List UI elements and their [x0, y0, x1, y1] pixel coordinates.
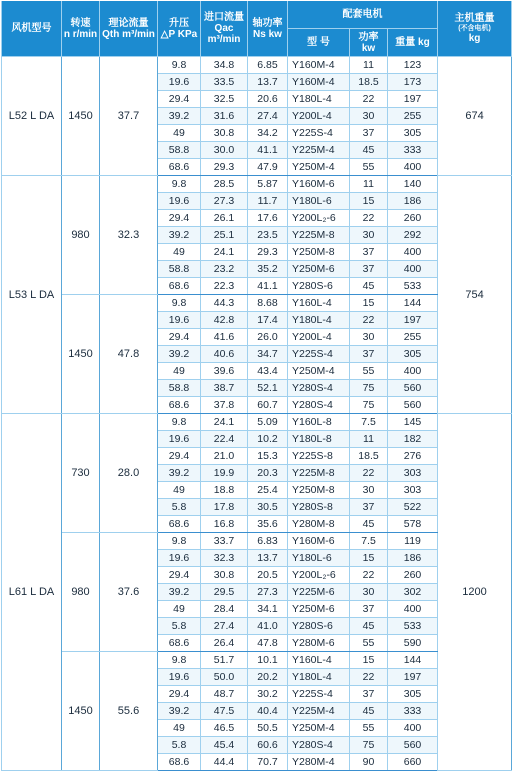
motor-power-cell: 18.5 [350, 74, 388, 91]
motor-weight-cell: 186 [388, 193, 438, 210]
pressure-cell: 39.2 [158, 584, 201, 601]
motor-type-cell: Y200L₂-6 [288, 567, 350, 584]
motor-power-cell: 30 [350, 329, 388, 346]
shaft-power-cell: 50.5 [248, 720, 288, 737]
shaft-power-cell: 41.1 [248, 278, 288, 295]
pressure-cell: 19.6 [158, 431, 201, 448]
motor-weight-cell: 292 [388, 227, 438, 244]
inlet-flow-cell: 19.9 [201, 465, 248, 482]
pressure-cell: 9.8 [158, 176, 201, 193]
inlet-flow-cell: 46.5 [201, 720, 248, 737]
pressure-cell: 49 [158, 720, 201, 737]
inlet-flow-cell: 38.7 [201, 380, 248, 397]
inlet-flow-cell: 39.6 [201, 363, 248, 380]
motor-type-cell: Y225M-8 [288, 465, 350, 482]
motor-type-cell: Y280M-6 [288, 635, 350, 652]
inlet-flow-cell: 17.8 [201, 499, 248, 516]
motor-power-cell: 15 [350, 295, 388, 312]
motor-power-cell: 11 [350, 176, 388, 193]
motor-type-cell: Y250M-6 [288, 261, 350, 278]
pressure-cell: 29.4 [158, 567, 201, 584]
main-weight-cell: 754 [438, 176, 512, 414]
motor-power-cell: 37 [350, 244, 388, 261]
theory-flow-cell: 47.8 [100, 295, 158, 414]
motor-type-cell: Y225S-8 [288, 448, 350, 465]
motor-type-cell: Y180L-8 [288, 431, 350, 448]
motor-power-cell: 30 [350, 584, 388, 601]
motor-type-cell: Y250M-8 [288, 482, 350, 499]
motor-type-cell: Y225M-8 [288, 227, 350, 244]
pressure-cell: 9.8 [158, 533, 201, 550]
motor-type-cell: Y250M-6 [288, 601, 350, 618]
pressure-cell: 49 [158, 125, 201, 142]
motor-weight-cell: 197 [388, 91, 438, 108]
motor-power-cell: 55 [350, 720, 388, 737]
pressure-cell: 19.6 [158, 669, 201, 686]
motor-type-cell: Y280S-6 [288, 618, 350, 635]
spec-table-body [2, 57, 512, 771]
motor-weight-cell: 186 [388, 550, 438, 567]
inlet-flow-cell: 25.1 [201, 227, 248, 244]
inlet-flow-cell: 16.8 [201, 516, 248, 533]
pressure-cell: 5.8 [158, 618, 201, 635]
shaft-power-cell: 10.1 [248, 652, 288, 669]
motor-type-cell: Y280S-4 [288, 380, 350, 397]
inlet-flow-cell: 27.4 [201, 618, 248, 635]
pressure-cell: 58.8 [158, 261, 201, 278]
shaft-power-cell: 29.3 [248, 244, 288, 261]
inlet-flow-cell: 40.6 [201, 346, 248, 363]
motor-power-cell: 15 [350, 652, 388, 669]
motor-type-cell: Y180L-4 [288, 312, 350, 329]
motor-power-cell: 22 [350, 669, 388, 686]
header-inlet-flow: 进口流量 Qac m³/min [201, 1, 248, 57]
fan-model-cell: L53 L DA [2, 176, 62, 414]
motor-weight-cell: 255 [388, 329, 438, 346]
motor-power-cell: 11 [350, 431, 388, 448]
motor-power-cell: 22 [350, 210, 388, 227]
pressure-cell: 19.6 [158, 193, 201, 210]
fan-spec-table [1, 1, 512, 771]
motor-weight-cell: 303 [388, 465, 438, 482]
motor-power-cell: 30 [350, 482, 388, 499]
pressure-cell: 9.8 [158, 57, 201, 74]
pressure-cell: 68.6 [158, 635, 201, 652]
shaft-power-cell: 13.7 [248, 74, 288, 91]
table-row [2, 533, 512, 550]
motor-power-cell: 18.5 [350, 448, 388, 465]
motor-power-cell: 45 [350, 516, 388, 533]
motor-power-cell: 37 [350, 601, 388, 618]
motor-type-cell: Y225M-6 [288, 584, 350, 601]
motor-type-cell: Y280S-6 [288, 278, 350, 295]
motor-power-cell: 45 [350, 618, 388, 635]
motor-power-cell: 22 [350, 312, 388, 329]
shaft-power-cell: 23.5 [248, 227, 288, 244]
inlet-flow-cell: 33.7 [201, 533, 248, 550]
shaft-power-cell: 34.1 [248, 601, 288, 618]
theory-flow-cell: 37.6 [100, 533, 158, 652]
shaft-power-cell: 60.7 [248, 397, 288, 414]
inlet-flow-cell: 27.3 [201, 193, 248, 210]
motor-power-cell: 45 [350, 278, 388, 295]
motor-weight-cell: 522 [388, 499, 438, 516]
shaft-power-cell: 35.6 [248, 516, 288, 533]
main-weight-cell: 1200 [438, 414, 512, 771]
shaft-power-cell: 52.1 [248, 380, 288, 397]
shaft-power-cell: 25.4 [248, 482, 288, 499]
inlet-flow-cell: 26.4 [201, 635, 248, 652]
motor-type-cell: Y280M-4 [288, 754, 350, 771]
shaft-power-cell: 5.09 [248, 414, 288, 431]
shaft-power-cell: 27.3 [248, 584, 288, 601]
inlet-flow-cell: 30.8 [201, 567, 248, 584]
pressure-cell: 29.4 [158, 91, 201, 108]
pressure-cell: 29.4 [158, 448, 201, 465]
motor-power-cell: 7.5 [350, 414, 388, 431]
pressure-cell: 58.8 [158, 142, 201, 159]
motor-power-cell: 75 [350, 397, 388, 414]
motor-weight-cell: 255 [388, 108, 438, 125]
header-fan-model: 风机型号 [2, 1, 62, 57]
shaft-power-cell: 11.7 [248, 193, 288, 210]
inlet-flow-cell: 51.7 [201, 652, 248, 669]
pressure-cell: 49 [158, 244, 201, 261]
motor-weight-cell: 333 [388, 703, 438, 720]
motor-weight-cell: 173 [388, 74, 438, 91]
motor-weight-cell: 302 [388, 584, 438, 601]
inlet-flow-cell: 34.8 [201, 57, 248, 74]
shaft-power-cell: 70.7 [248, 754, 288, 771]
motor-type-cell: Y225M-4 [288, 703, 350, 720]
motor-weight-cell: 533 [388, 278, 438, 295]
shaft-power-cell: 26.0 [248, 329, 288, 346]
shaft-power-cell: 30.5 [248, 499, 288, 516]
speed-cell: 1450 [62, 57, 100, 176]
shaft-power-cell: 30.2 [248, 686, 288, 703]
motor-weight-cell: 400 [388, 261, 438, 278]
motor-weight-cell: 560 [388, 380, 438, 397]
theory-flow-cell: 28.0 [100, 414, 158, 533]
table-row [2, 176, 512, 193]
motor-power-cell: 22 [350, 91, 388, 108]
table-row [2, 295, 512, 312]
header-motor-type: 型 号 [288, 29, 350, 57]
motor-type-cell: Y250M-4 [288, 363, 350, 380]
motor-type-cell: Y160M-4 [288, 74, 350, 91]
inlet-flow-cell: 33.5 [201, 74, 248, 91]
inlet-flow-cell: 26.1 [201, 210, 248, 227]
motor-weight-cell: 400 [388, 601, 438, 618]
shaft-power-cell: 20.5 [248, 567, 288, 584]
motor-type-cell: Y225S-4 [288, 686, 350, 703]
motor-power-cell: 22 [350, 465, 388, 482]
motor-weight-cell: 400 [388, 363, 438, 380]
motor-weight-cell: 140 [388, 176, 438, 193]
motor-weight-cell: 400 [388, 159, 438, 176]
shaft-power-cell: 41.1 [248, 142, 288, 159]
motor-power-cell: 45 [350, 703, 388, 720]
inlet-flow-cell: 37.8 [201, 397, 248, 414]
pressure-cell: 39.2 [158, 465, 201, 482]
motor-power-cell: 75 [350, 380, 388, 397]
motor-type-cell: Y160L-8 [288, 414, 350, 431]
shaft-power-cell: 41.0 [248, 618, 288, 635]
motor-weight-cell: 305 [388, 346, 438, 363]
pressure-cell: 49 [158, 363, 201, 380]
speed-cell: 980 [62, 176, 100, 295]
motor-power-cell: 7.5 [350, 533, 388, 550]
inlet-flow-cell: 42.8 [201, 312, 248, 329]
motor-weight-cell: 305 [388, 686, 438, 703]
pressure-cell: 19.6 [158, 312, 201, 329]
motor-weight-cell: 303 [388, 482, 438, 499]
motor-type-cell: Y280S-4 [288, 737, 350, 754]
motor-type-cell: Y280S-4 [288, 397, 350, 414]
header-pressure: 升压 △P KPa [158, 1, 201, 57]
header-speed: 转速 n r/min [62, 1, 100, 57]
motor-power-cell: 90 [350, 754, 388, 771]
motor-power-cell: 37 [350, 125, 388, 142]
inlet-flow-cell: 28.4 [201, 601, 248, 618]
motor-type-cell: Y225M-4 [288, 142, 350, 159]
theory-flow-cell: 32.3 [100, 176, 158, 295]
motor-weight-cell: 145 [388, 414, 438, 431]
motor-type-cell: Y200L-4 [288, 329, 350, 346]
table-row [2, 652, 512, 669]
inlet-flow-cell: 31.6 [201, 108, 248, 125]
shaft-power-cell: 60.6 [248, 737, 288, 754]
table-row [2, 57, 512, 74]
motor-power-cell: 37 [350, 346, 388, 363]
motor-weight-cell: 305 [388, 125, 438, 142]
inlet-flow-cell: 21.0 [201, 448, 248, 465]
pressure-cell: 9.8 [158, 414, 201, 431]
shaft-power-cell: 17.6 [248, 210, 288, 227]
shaft-power-cell: 35.2 [248, 261, 288, 278]
inlet-flow-cell: 30.8 [201, 125, 248, 142]
header-motor-weight: 重量 kg [388, 29, 438, 57]
theory-flow-cell: 37.7 [100, 57, 158, 176]
motor-weight-cell: 276 [388, 448, 438, 465]
inlet-flow-cell: 41.6 [201, 329, 248, 346]
motor-type-cell: Y160L-4 [288, 295, 350, 312]
motor-power-cell: 45 [350, 142, 388, 159]
pressure-cell: 5.8 [158, 737, 201, 754]
pressure-cell: 19.6 [158, 550, 201, 567]
pressure-cell: 29.4 [158, 210, 201, 227]
inlet-flow-cell: 32.3 [201, 550, 248, 567]
motor-power-cell: 30 [350, 108, 388, 125]
inlet-flow-cell: 30.0 [201, 142, 248, 159]
main-weight-cell: 674 [438, 57, 512, 176]
motor-weight-cell: 182 [388, 431, 438, 448]
motor-type-cell: Y250M-4 [288, 159, 350, 176]
shaft-power-cell: 34.7 [248, 346, 288, 363]
header-main-weight: 主机重量 (不含电机) kg [438, 1, 512, 57]
motor-weight-cell: 333 [388, 142, 438, 159]
shaft-power-cell: 47.8 [248, 635, 288, 652]
motor-type-cell: Y200L-4 [288, 108, 350, 125]
pressure-cell: 68.6 [158, 278, 201, 295]
motor-weight-cell: 197 [388, 312, 438, 329]
pressure-cell: 29.4 [158, 686, 201, 703]
shaft-power-cell: 10.2 [248, 431, 288, 448]
motor-weight-cell: 260 [388, 210, 438, 227]
inlet-flow-cell: 29.3 [201, 159, 248, 176]
theory-flow-cell: 55.6 [100, 652, 158, 771]
pressure-cell: 39.2 [158, 108, 201, 125]
motor-weight-cell: 123 [388, 57, 438, 74]
motor-weight-cell: 144 [388, 295, 438, 312]
pressure-cell: 9.8 [158, 652, 201, 669]
header-motor: 配套电机 [288, 1, 438, 29]
motor-power-cell: 11 [350, 57, 388, 74]
motor-power-cell: 30 [350, 227, 388, 244]
inlet-flow-cell: 24.1 [201, 244, 248, 261]
shaft-power-cell: 34.2 [248, 125, 288, 142]
motor-weight-cell: 119 [388, 533, 438, 550]
motor-power-cell: 75 [350, 737, 388, 754]
fan-model-cell: L52 L DA [2, 57, 62, 176]
shaft-power-cell: 17.4 [248, 312, 288, 329]
inlet-flow-cell: 44.3 [201, 295, 248, 312]
fan-model-cell: L61 L DA [2, 414, 62, 771]
inlet-flow-cell: 45.4 [201, 737, 248, 754]
motor-weight-cell: 260 [388, 567, 438, 584]
shaft-power-cell: 13.7 [248, 550, 288, 567]
inlet-flow-cell: 44.4 [201, 754, 248, 771]
inlet-flow-cell: 48.7 [201, 686, 248, 703]
inlet-flow-cell: 23.2 [201, 261, 248, 278]
motor-power-cell: 22 [350, 567, 388, 584]
motor-type-cell: Y160M-4 [288, 57, 350, 74]
header-theory-flow: 理论流量 Qth m³/min [100, 1, 158, 57]
pressure-cell: 39.2 [158, 346, 201, 363]
motor-type-cell: Y225S-4 [288, 346, 350, 363]
shaft-power-cell: 8.68 [248, 295, 288, 312]
motor-power-cell: 55 [350, 363, 388, 380]
inlet-flow-cell: 18.8 [201, 482, 248, 499]
header-motor-power: 功率 kw [350, 29, 388, 57]
motor-weight-cell: 144 [388, 652, 438, 669]
pressure-cell: 68.6 [158, 516, 201, 533]
shaft-power-cell: 15.3 [248, 448, 288, 465]
motor-weight-cell: 533 [388, 618, 438, 635]
motor-weight-cell: 660 [388, 754, 438, 771]
inlet-flow-cell: 22.4 [201, 431, 248, 448]
motor-type-cell: Y160M-6 [288, 533, 350, 550]
header-shaft-power: 轴功率 Ns kw [248, 1, 288, 57]
shaft-power-cell: 5.87 [248, 176, 288, 193]
motor-type-cell: Y180L-6 [288, 550, 350, 567]
pressure-cell: 58.8 [158, 380, 201, 397]
motor-weight-cell: 560 [388, 737, 438, 754]
pressure-cell: 19.6 [158, 74, 201, 91]
shaft-power-cell: 6.85 [248, 57, 288, 74]
motor-weight-cell: 560 [388, 397, 438, 414]
motor-type-cell: Y180L-6 [288, 193, 350, 210]
shaft-power-cell: 20.3 [248, 465, 288, 482]
shaft-power-cell: 40.4 [248, 703, 288, 720]
pressure-cell: 9.8 [158, 295, 201, 312]
inlet-flow-cell: 24.1 [201, 414, 248, 431]
shaft-power-cell: 20.2 [248, 669, 288, 686]
inlet-flow-cell: 29.5 [201, 584, 248, 601]
shaft-power-cell: 43.4 [248, 363, 288, 380]
pressure-cell: 68.6 [158, 159, 201, 176]
speed-cell: 1450 [62, 295, 100, 414]
motor-weight-cell: 197 [388, 669, 438, 686]
pressure-cell: 68.6 [158, 754, 201, 771]
motor-power-cell: 15 [350, 193, 388, 210]
shaft-power-cell: 47.9 [248, 159, 288, 176]
motor-type-cell: Y250M-8 [288, 244, 350, 261]
motor-power-cell: 15 [350, 550, 388, 567]
inlet-flow-cell: 32.5 [201, 91, 248, 108]
pressure-cell: 68.6 [158, 397, 201, 414]
inlet-flow-cell: 28.5 [201, 176, 248, 193]
motor-type-cell: Y160L-4 [288, 652, 350, 669]
inlet-flow-cell: 47.5 [201, 703, 248, 720]
motor-type-cell: Y280S-8 [288, 499, 350, 516]
inlet-flow-cell: 50.0 [201, 669, 248, 686]
pressure-cell: 49 [158, 601, 201, 618]
motor-weight-cell: 400 [388, 720, 438, 737]
motor-type-cell: Y180L-4 [288, 669, 350, 686]
pressure-cell: 5.8 [158, 499, 201, 516]
table-row [2, 414, 512, 431]
pressure-cell: 49 [158, 482, 201, 499]
motor-weight-cell: 400 [388, 244, 438, 261]
motor-power-cell: 55 [350, 635, 388, 652]
motor-type-cell: Y280M-8 [288, 516, 350, 533]
motor-weight-cell: 578 [388, 516, 438, 533]
pressure-cell: 39.2 [158, 703, 201, 720]
motor-type-cell: Y225S-4 [288, 125, 350, 142]
motor-type-cell: Y160M-6 [288, 176, 350, 193]
inlet-flow-cell: 22.3 [201, 278, 248, 295]
pressure-cell: 29.4 [158, 329, 201, 346]
motor-power-cell: 37 [350, 499, 388, 516]
motor-type-cell: Y180L-4 [288, 91, 350, 108]
shaft-power-cell: 20.6 [248, 91, 288, 108]
motor-type-cell: Y250M-4 [288, 720, 350, 737]
motor-type-cell: Y200L₂-6 [288, 210, 350, 227]
speed-cell: 1450 [62, 652, 100, 771]
motor-power-cell: 37 [350, 261, 388, 278]
speed-cell: 730 [62, 414, 100, 533]
motor-weight-cell: 590 [388, 635, 438, 652]
shaft-power-cell: 6.83 [248, 533, 288, 550]
motor-power-cell: 37 [350, 686, 388, 703]
speed-cell: 980 [62, 533, 100, 652]
shaft-power-cell: 27.4 [248, 108, 288, 125]
motor-power-cell: 55 [350, 159, 388, 176]
pressure-cell: 39.2 [158, 227, 201, 244]
